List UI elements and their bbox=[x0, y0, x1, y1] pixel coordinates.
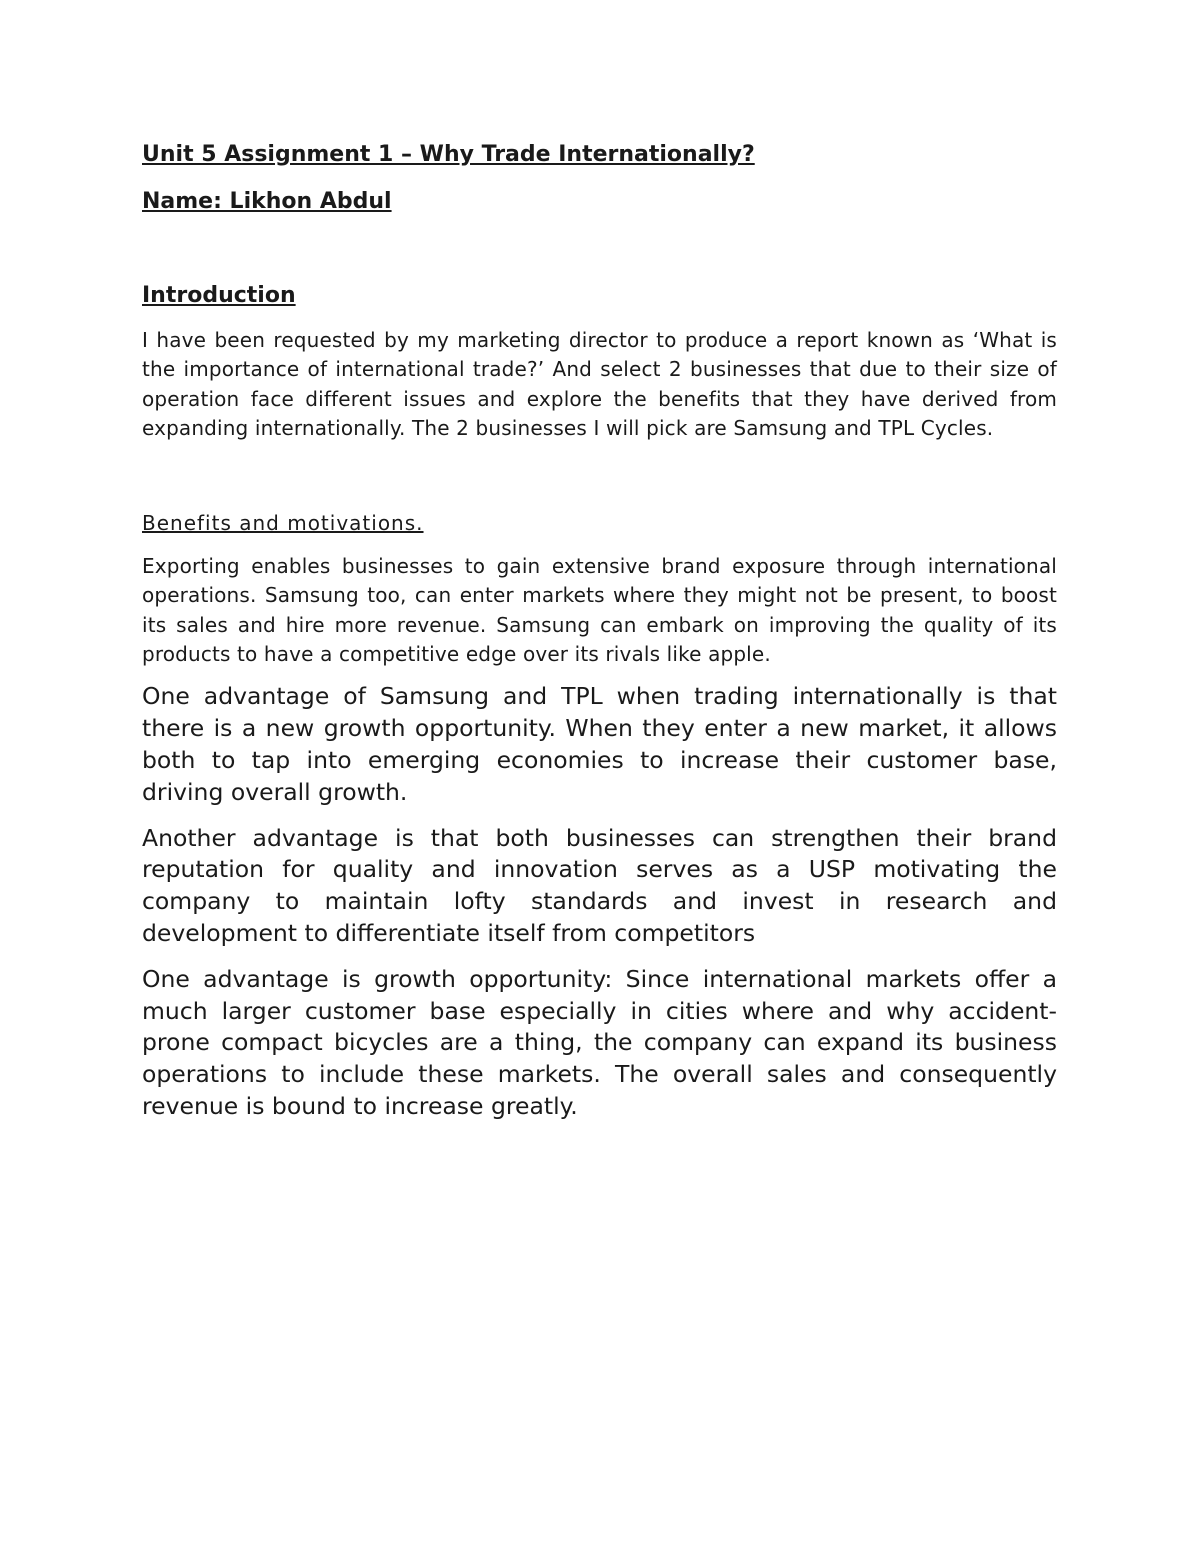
benefits-paragraph-2: One advantage of Samsung and TPL when trading internationally is that there is a new growth opportunity. When they enter a new market, it allows both to tap into emerging economies to increase their customer base, driving overall growth. bbox=[142, 682, 1057, 806]
introduction-heading: Introduction bbox=[142, 283, 296, 308]
benefits-paragraph-4: One advantage is growth opportunity: Since international markets offer a much larger customer base especially in cities where and why accident-prone compact bicycles are a thing, the company can expand its business operations to include these markets. The overall sales and consequently revenue is bound to increase greatly. bbox=[142, 964, 1057, 1120]
benefits-paragraph-1: Exporting enables businesses to gain extensive brand exposure through international operations. Samsung too, can enter markets where they might not be present, to boost its sales and hire more revenue. Samsung can embark on improving the quality of its products to have a competitive edge over its rivals like apple. bbox=[142, 554, 1057, 667]
introduction-paragraph: I have been requested by my marketing director to produce a report known as ‘What is the importance of international trade?’ And select 2 businesses that due to their size of operation face different issues and explore the benefits that they have derived from expanding internationally. The 2 businesses I will pick are Samsung and TPL Cycles. bbox=[142, 328, 1057, 440]
author-name: Name: Likhon Abdul bbox=[142, 189, 392, 214]
benefits-paragraph-3: Another advantage is that both businesses can strengthen their brand reputation for quality and innovation serves as a USP motivating the company to maintain lofty standards and invest in research and development to differentiate itself from competitors bbox=[142, 823, 1057, 947]
document-title: Unit 5 Assignment 1 – Why Trade Internationally? bbox=[142, 142, 755, 167]
document-page bbox=[142, 140, 1057, 1123]
benefits-heading: Benefits and motivations. bbox=[142, 511, 424, 536]
